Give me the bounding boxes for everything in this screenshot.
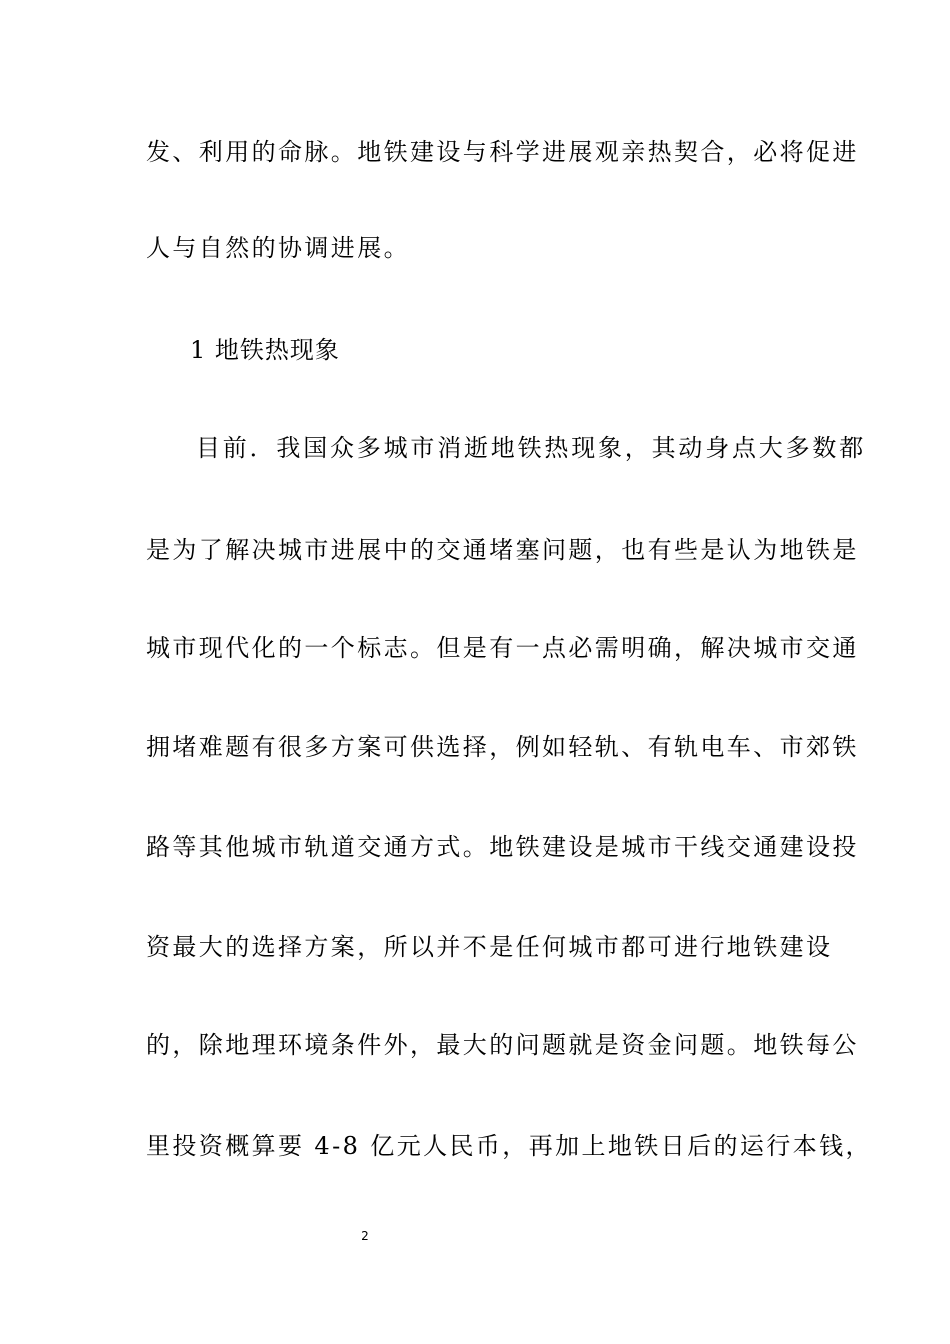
section-heading: 1 地铁热现象 xyxy=(190,336,340,364)
body-text-line: 路等其他城市轨道交通方式。地铁建设是城市干线交通建设投 xyxy=(146,833,859,861)
body-text-line: 发、利用的命脉。地铁建设与科学进展观亲热契合，必将促进 xyxy=(146,138,859,166)
body-text-line: 里投资概算要 4-8 亿元人民币，再加上地铁日后的运行本钱， xyxy=(146,1132,872,1160)
body-text-line: 人与自然的协调进展。 xyxy=(146,234,410,262)
body-text-line: 资最大的选择方案，所以并不是任何城市都可进行地铁建设 xyxy=(146,933,833,961)
page-number: 2 xyxy=(361,1229,369,1243)
body-text-line: 是为了解决城市进展中的交通堵塞问题，也有些是认为地铁是 xyxy=(146,536,859,564)
paragraph-first-line: 目前．我国众多城市消逝地铁热现象，其动身点大多数都 xyxy=(196,434,866,462)
body-text-line: 的，除地理环境条件外，最大的问题就是资金问题。地铁每公 xyxy=(146,1031,859,1059)
body-text-line: 拥堵难题有很多方案可供选择，例如轻轨、有轨电车、市郊铁 xyxy=(146,733,859,761)
body-text-line: 城市现代化的一个标志。但是有一点必需明确，解决城市交通 xyxy=(146,634,859,662)
